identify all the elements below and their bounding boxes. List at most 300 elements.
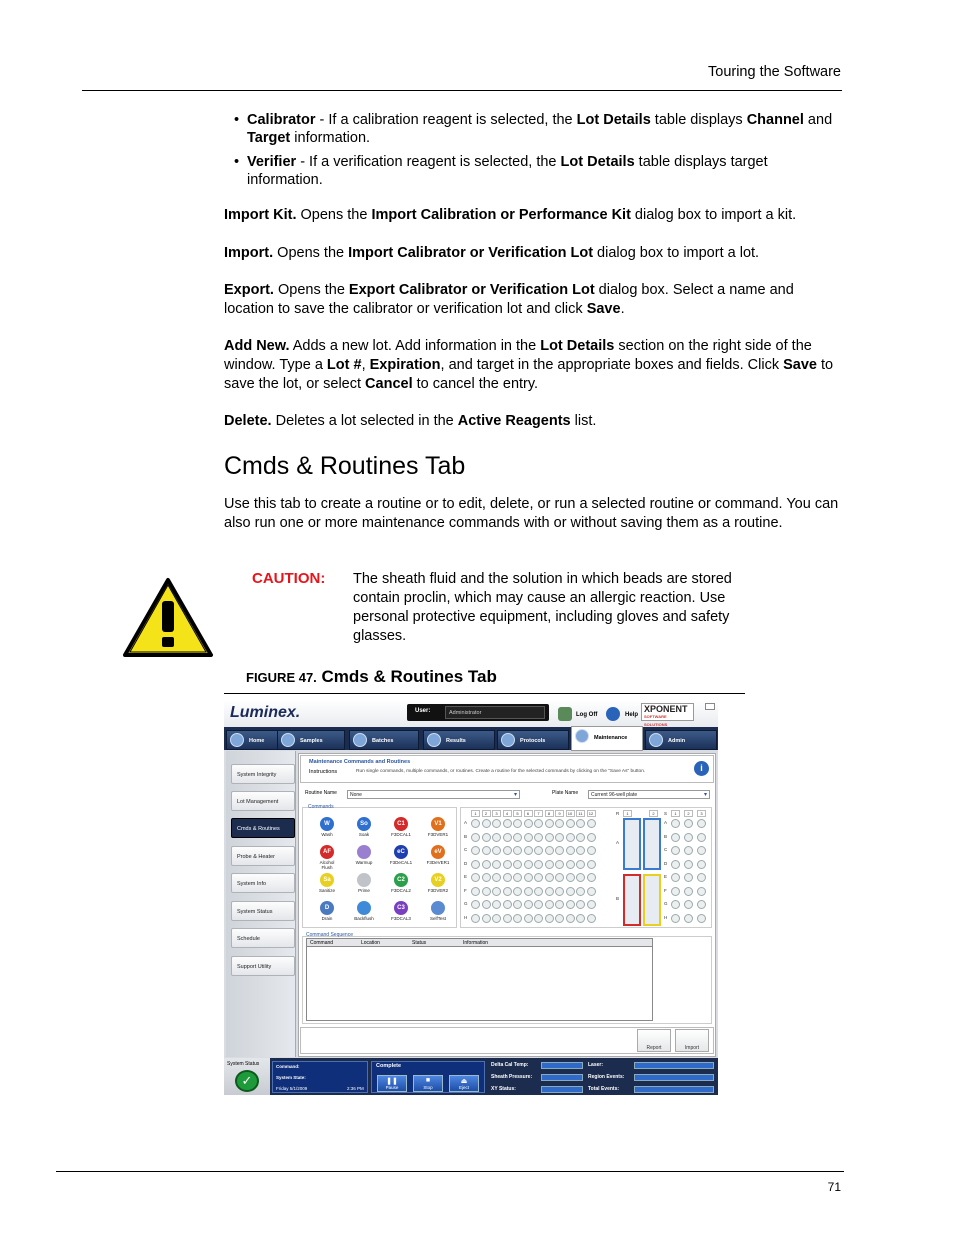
plate-well[interactable] xyxy=(576,914,585,923)
sidebar-item-lot-management[interactable]: Lot Management xyxy=(231,791,295,811)
status-date: Friday 5/1/2009 xyxy=(276,1086,308,1091)
commands-label: Commands xyxy=(308,804,334,810)
tab-protocols[interactable] xyxy=(497,730,569,750)
plate-column-header: 6 xyxy=(524,810,533,817)
command-prime[interactable] xyxy=(352,873,376,893)
reservoir-well[interactable] xyxy=(643,874,661,926)
plate-name-label: Plate Name xyxy=(552,790,579,796)
plate-well[interactable] xyxy=(482,887,491,896)
plate-well[interactable] xyxy=(482,819,491,828)
plate-well[interactable] xyxy=(524,873,533,882)
strip-well[interactable] xyxy=(697,846,706,855)
command-icon xyxy=(357,901,371,915)
plate-well[interactable] xyxy=(524,900,533,909)
strip-well[interactable] xyxy=(697,900,706,909)
plate-well[interactable] xyxy=(555,873,564,882)
plate-column-header: 11 xyxy=(576,810,585,817)
tab-label: Admin xyxy=(668,738,686,744)
command-icon: eV xyxy=(431,845,445,859)
command-label: F3DCAL2 xyxy=(391,888,411,893)
command-label: SelfTest xyxy=(429,916,446,921)
bold-term: Active Reagents xyxy=(457,413,571,429)
bold-term: Export. xyxy=(224,282,274,298)
text-run: list. xyxy=(570,413,597,429)
plate-well[interactable] xyxy=(534,819,543,828)
plate-well[interactable] xyxy=(524,887,533,896)
strip-well[interactable] xyxy=(684,846,693,855)
bold-term: Verifier xyxy=(247,154,297,170)
reservoir-well[interactable] xyxy=(623,874,641,926)
strip-well[interactable] xyxy=(671,914,680,923)
strip-well[interactable] xyxy=(671,846,680,855)
stat-total-events: Total Events: xyxy=(588,1086,620,1092)
plate-well[interactable] xyxy=(555,887,564,896)
bold-term: Lot Details xyxy=(560,154,635,170)
command-label: Wash xyxy=(321,832,333,837)
plate-well[interactable] xyxy=(471,887,480,896)
stat-xy-status: XY Status: xyxy=(491,1086,516,1092)
reservoir-column-header: 1 xyxy=(623,810,632,817)
strip-well[interactable] xyxy=(684,873,693,882)
stop-button[interactable]: ■ Stop xyxy=(413,1075,443,1092)
command-selftest[interactable] xyxy=(426,901,450,921)
command-label: Warmup xyxy=(355,860,373,865)
plate-well[interactable] xyxy=(576,887,585,896)
routine-name-select[interactable]: None ▾ xyxy=(347,790,520,799)
system-status-label: System Status xyxy=(227,1061,260,1067)
bullet-calibrator xyxy=(234,111,844,147)
plate-row-label: C xyxy=(464,847,468,852)
plate-well[interactable] xyxy=(471,833,480,842)
command-icon: C1 xyxy=(394,817,408,831)
plate-well[interactable] xyxy=(482,833,491,842)
command-sanitize[interactable] xyxy=(315,873,339,893)
strip-well[interactable] xyxy=(697,887,706,896)
plate-well[interactable] xyxy=(566,860,575,869)
text-run: to save the lot, or select xyxy=(224,357,834,392)
plate-well[interactable] xyxy=(482,914,491,923)
help-icon[interactable] xyxy=(606,707,620,721)
command-icon: W xyxy=(320,817,334,831)
plate-well[interactable] xyxy=(492,846,501,855)
info-icon[interactable]: i xyxy=(694,761,709,776)
stat-laser: Laser: xyxy=(588,1062,604,1068)
tab-label: Protocols xyxy=(520,738,546,744)
help-button[interactable]: Help xyxy=(625,712,639,718)
bold-term: Calibrator xyxy=(247,112,316,128)
plate-name-select[interactable]: Current 96-well plate ▾ xyxy=(588,790,710,799)
plate-row-label: H xyxy=(464,914,468,920)
user-box xyxy=(407,704,549,721)
plate-well[interactable] xyxy=(576,900,585,909)
plate-well[interactable] xyxy=(555,833,564,842)
plate-well[interactable] xyxy=(503,914,512,923)
plate-well[interactable] xyxy=(566,887,575,896)
tab-results[interactable] xyxy=(423,730,495,750)
plate-well[interactable] xyxy=(587,846,596,855)
header-rule xyxy=(82,90,842,91)
tab-maintenance[interactable] xyxy=(571,726,643,751)
bold-term: Save xyxy=(783,357,817,373)
command-drain[interactable] xyxy=(315,901,339,921)
command-label: Soak xyxy=(358,832,370,837)
strip-well[interactable] xyxy=(684,900,693,909)
text-run: table displays xyxy=(650,112,747,128)
command-backflush[interactable] xyxy=(352,901,376,921)
reservoir-row-label: B xyxy=(616,896,620,901)
plate-well[interactable] xyxy=(503,873,512,882)
plate-well[interactable] xyxy=(471,914,480,923)
plate-well[interactable] xyxy=(587,873,596,882)
batches-icon xyxy=(353,733,367,747)
plate-well[interactable] xyxy=(587,860,596,869)
strip-well[interactable] xyxy=(697,914,706,923)
plate-well[interactable] xyxy=(503,860,512,869)
plate-column-header: 12 xyxy=(587,810,596,817)
plate-well[interactable] xyxy=(576,873,585,882)
stat-value xyxy=(634,1062,714,1069)
plate-well[interactable] xyxy=(545,887,554,896)
plate-well[interactable] xyxy=(513,860,522,869)
plate-well[interactable] xyxy=(587,833,596,842)
plate-well[interactable] xyxy=(524,860,533,869)
plate-well[interactable] xyxy=(513,873,522,882)
plate-well[interactable] xyxy=(492,819,501,828)
plate-well[interactable] xyxy=(524,833,533,842)
command-label: F3DVER2 xyxy=(427,888,449,893)
caution-label: CAUTION: xyxy=(252,570,326,587)
luminex-logo: Luminex. xyxy=(230,704,301,721)
command-f3dever1[interactable] xyxy=(426,845,450,865)
para-import-kit xyxy=(224,206,844,225)
command-f3dcal2[interactable] xyxy=(389,873,413,893)
bold-term: Save xyxy=(586,301,621,317)
text-run: dialog box. Select a name and location to save the calibrator or verification lot and click xyxy=(224,282,794,317)
plate-well[interactable] xyxy=(513,914,522,923)
text-run: - If a verification reagent is selected, the xyxy=(296,154,561,170)
sidebar-item-support-utility[interactable]: Support Utility xyxy=(231,956,295,976)
eject-button[interactable]: ⏏ Eject xyxy=(449,1075,479,1092)
command-icon xyxy=(357,845,371,859)
plate-well[interactable] xyxy=(492,900,501,909)
stat-delta-cal-temp: Delta Cal Temp: xyxy=(491,1062,529,1068)
plate-well[interactable] xyxy=(587,914,596,923)
plate-well[interactable] xyxy=(513,819,522,828)
strip-well[interactable] xyxy=(684,887,693,896)
plate-well[interactable] xyxy=(566,846,575,855)
stat-region-events: Region Events: xyxy=(588,1074,625,1080)
instructions-panel xyxy=(300,755,714,783)
sidebar-item-cmds-routines[interactable]: Cmds & Routines xyxy=(231,818,295,838)
plate-well[interactable] xyxy=(587,900,596,909)
checkmark-icon[interactable]: ✓ xyxy=(235,1070,259,1092)
plate-well[interactable] xyxy=(534,887,543,896)
plate-well[interactable] xyxy=(524,914,533,923)
plate-well[interactable] xyxy=(545,846,554,855)
command-icon: C3 xyxy=(394,901,408,915)
logoff-button[interactable]: Log Off xyxy=(576,712,598,718)
panel-title: Maintenance Commands and Routines xyxy=(309,759,411,765)
plate-well[interactable] xyxy=(545,914,554,923)
command-alcohol-flush[interactable] xyxy=(315,845,339,870)
samples-icon xyxy=(281,733,295,747)
figure-number: FIGURE 47. xyxy=(246,670,317,685)
column-header-information: Information xyxy=(463,940,489,946)
strip-well[interactable] xyxy=(671,873,680,882)
plate-well[interactable] xyxy=(492,887,501,896)
column-header-location: Location xyxy=(361,940,380,946)
protocols-icon xyxy=(501,733,515,747)
plate-well[interactable] xyxy=(503,833,512,842)
plate-well[interactable] xyxy=(545,873,554,882)
strip-well[interactable] xyxy=(671,819,680,828)
command-f3dver2[interactable] xyxy=(426,873,450,893)
plate-well[interactable] xyxy=(492,860,501,869)
command-f3decal1[interactable] xyxy=(389,845,413,865)
reservoir-well[interactable] xyxy=(623,818,641,870)
command-label: Alcohol Flush xyxy=(319,860,335,870)
user-label: User: xyxy=(415,708,431,714)
strip-well[interactable] xyxy=(671,833,680,842)
logoff-icon[interactable] xyxy=(558,707,572,721)
strip-well[interactable] xyxy=(671,887,680,896)
bold-term: Expiration xyxy=(369,357,441,373)
command-sequence-table[interactable] xyxy=(306,938,653,1021)
command-icon: C2 xyxy=(394,873,408,887)
plate-well[interactable] xyxy=(471,873,480,882)
strip-well[interactable] xyxy=(697,819,706,828)
strip-well[interactable] xyxy=(684,819,693,828)
strip-row-label: B xyxy=(664,833,668,839)
table-header xyxy=(307,939,652,947)
plate-row-label: G xyxy=(464,901,468,906)
plate-well[interactable] xyxy=(555,900,564,909)
tab-home[interactable] xyxy=(226,730,278,750)
command-label: Drain xyxy=(321,916,333,921)
bullet-dot: • xyxy=(234,154,240,170)
sidebar-item-system-integrity[interactable]: System Integrity xyxy=(231,764,295,784)
plate-well[interactable] xyxy=(545,860,554,869)
routine-name-label: Routine Name xyxy=(305,790,337,796)
column-header-command: Command xyxy=(310,940,334,946)
plate-well[interactable] xyxy=(534,914,543,923)
tab-batches[interactable] xyxy=(349,730,419,750)
plate-well[interactable] xyxy=(576,846,585,855)
figure-title: Cmds & Routines Tab xyxy=(321,667,497,686)
bold-term: Import Kit. xyxy=(224,207,297,223)
brand-name: XPONENT xyxy=(644,704,688,714)
plate-well[interactable] xyxy=(566,819,575,828)
plate-well[interactable] xyxy=(492,873,501,882)
plate-well[interactable] xyxy=(566,833,575,842)
plate-well[interactable] xyxy=(534,860,543,869)
bold-term: Lot Details xyxy=(540,338,615,354)
app-screenshot xyxy=(224,700,718,1095)
command-label: Prime xyxy=(358,888,370,893)
command-warmup[interactable] xyxy=(352,845,376,865)
text-run: , and target in the appropriate boxes and fields. Click xyxy=(440,357,784,373)
bold-term: Add New. xyxy=(224,338,290,354)
plate-well[interactable] xyxy=(471,846,480,855)
reservoir-well[interactable] xyxy=(643,818,661,870)
command-label: Command: xyxy=(276,1064,300,1069)
command-f3dver1[interactable] xyxy=(426,817,450,837)
bold-term: Lot # xyxy=(326,357,362,373)
plate-well[interactable] xyxy=(471,860,480,869)
plate-well[interactable] xyxy=(534,846,543,855)
caution-text: The sheath fluid and the solution in which beads are stored contain proclin, which may cause an allergic reaction. Use personal protective equipment, including gloves and safety glasses. xyxy=(353,571,732,644)
plate-column-header: 5 xyxy=(513,810,522,817)
section-heading: Cmds & Routines Tab xyxy=(224,452,466,480)
bold-term: Import. xyxy=(224,245,274,261)
user-field[interactable]: Administrator xyxy=(445,706,545,719)
plate-well[interactable] xyxy=(566,914,575,923)
plate-well[interactable] xyxy=(545,833,554,842)
page-number: 71 xyxy=(827,1180,841,1194)
plate-well[interactable] xyxy=(471,819,480,828)
plate-well[interactable] xyxy=(566,900,575,909)
window-control-icon[interactable] xyxy=(705,703,715,710)
command-wash[interactable] xyxy=(315,817,339,837)
strip-well[interactable] xyxy=(697,860,706,869)
tab-label: Home xyxy=(249,738,265,744)
plate-well[interactable] xyxy=(513,846,522,855)
plate-well[interactable] xyxy=(555,819,564,828)
para-add-new xyxy=(224,337,844,394)
plate-row-label: D xyxy=(464,860,468,866)
strip-row-label: C xyxy=(664,847,668,852)
text-run: - If a calibration reagent is selected, the xyxy=(315,112,577,128)
strip-well[interactable] xyxy=(671,900,680,909)
text-run: Opens the xyxy=(273,245,349,261)
plate-well[interactable] xyxy=(503,819,512,828)
status-time: 2:36 PM xyxy=(347,1086,364,1091)
text-run: dialog box to import a lot. xyxy=(593,245,760,261)
plate-well[interactable] xyxy=(566,873,575,882)
command-f3dcal1[interactable] xyxy=(389,817,413,837)
plate-well[interactable] xyxy=(513,833,522,842)
bold-term: Import Calibration or Performance Kit xyxy=(371,207,631,223)
plate-column-header: 4 xyxy=(503,810,512,817)
stat-value xyxy=(541,1062,583,1069)
reservoir-row-label: A xyxy=(616,840,620,845)
run-state: Complete xyxy=(376,1063,402,1069)
command-f3dcal3[interactable] xyxy=(389,901,413,921)
plate-well[interactable] xyxy=(587,819,596,828)
tab-label: Results xyxy=(446,738,466,744)
para-import xyxy=(224,244,844,263)
strip-well[interactable] xyxy=(671,860,680,869)
strip-well[interactable] xyxy=(697,873,706,882)
plate-well[interactable] xyxy=(471,900,480,909)
command-label: F3DeVER1 xyxy=(426,860,450,865)
plate-well[interactable] xyxy=(576,819,585,828)
strip-well[interactable] xyxy=(697,833,706,842)
plate-well[interactable] xyxy=(555,860,564,869)
tab-samples[interactable] xyxy=(277,730,345,750)
strip-row-label: E xyxy=(664,874,668,879)
import-button[interactable]: Import xyxy=(675,1029,709,1052)
plate-well[interactable] xyxy=(513,887,522,896)
text-run: Opens the xyxy=(273,282,349,298)
plate-well[interactable] xyxy=(482,860,491,869)
bold-term: Lot Details xyxy=(576,112,651,128)
xponent-logo xyxy=(641,703,694,727)
stat-value xyxy=(541,1086,583,1093)
command-soak[interactable] xyxy=(352,817,376,837)
pause-button[interactable]: ❚❚ Pause xyxy=(377,1075,407,1092)
plate-well[interactable] xyxy=(555,914,564,923)
plate-well[interactable] xyxy=(534,900,543,909)
strip-well[interactable] xyxy=(684,833,693,842)
sidebar-item-system-info[interactable]: System Info xyxy=(231,873,295,893)
text-run: section on the right side of the window. Type a xyxy=(224,338,812,373)
instructions-label: Instructions xyxy=(309,769,338,775)
plate-well[interactable] xyxy=(482,846,491,855)
sidebar-item-system-status[interactable]: System Status xyxy=(231,901,295,921)
plate-well[interactable] xyxy=(576,860,585,869)
command-icon: AF xyxy=(320,845,334,859)
plate-well[interactable] xyxy=(503,846,512,855)
plate-well[interactable] xyxy=(503,887,512,896)
text-run: dialog box to import a kit. xyxy=(630,207,797,223)
plate-well[interactable] xyxy=(482,873,491,882)
plate-well[interactable] xyxy=(545,900,554,909)
bold-term: Cancel xyxy=(365,376,413,392)
section-intro: Use this tab to create a routine or to edit, delete, or run a selected routine or command. You can also run one or more maintenance commands with or without saving them as a routine. xyxy=(224,496,839,531)
system-state-box xyxy=(272,1061,368,1093)
command-icon: Sa xyxy=(320,873,334,887)
plate-well[interactable] xyxy=(555,846,564,855)
results-icon xyxy=(427,733,441,747)
plate-well[interactable] xyxy=(587,887,596,896)
plate-well[interactable] xyxy=(492,914,501,923)
strip-row-label: G xyxy=(664,901,668,906)
plate-well[interactable] xyxy=(492,833,501,842)
plate-column-header: 3 xyxy=(492,810,501,817)
plate-well[interactable] xyxy=(534,833,543,842)
command-label: F3DCAL3 xyxy=(391,916,411,921)
report-button[interactable]: Report xyxy=(637,1029,671,1052)
plate-column-header: 1 xyxy=(471,810,480,817)
plate-well[interactable] xyxy=(503,900,512,909)
strip-well[interactable] xyxy=(684,914,693,923)
plate-well[interactable] xyxy=(482,900,491,909)
command-sequence-label: Command Sequence xyxy=(306,932,353,938)
plate-well[interactable] xyxy=(576,833,585,842)
bold-term: Import Calibrator or Verification Lot xyxy=(348,245,594,261)
plate-column-header: 8 xyxy=(545,810,554,817)
command-icon xyxy=(357,873,371,887)
text-run: to cancel the entry. xyxy=(412,376,539,392)
sidebar-item-schedule[interactable]: Schedule xyxy=(231,928,295,948)
strip-well[interactable] xyxy=(684,860,693,869)
command-label: F3DeCAL1 xyxy=(389,860,413,865)
maintenance-icon xyxy=(575,729,589,743)
plate-well[interactable] xyxy=(524,819,533,828)
sidebar-item-probe-heater[interactable]: Probe & Heater xyxy=(231,846,295,866)
strip-row-label: H xyxy=(664,914,668,920)
tab-admin[interactable] xyxy=(645,730,717,750)
plate-well[interactable] xyxy=(534,873,543,882)
brand-subtitle: SOFTWARE SOLUTIONS xyxy=(644,714,668,727)
bullet-verifier xyxy=(234,153,844,189)
plate-well[interactable] xyxy=(513,900,522,909)
figure-caption xyxy=(246,667,497,687)
plate-well[interactable] xyxy=(524,846,533,855)
strip-column-header: 1 xyxy=(671,810,680,817)
plate-well[interactable] xyxy=(545,819,554,828)
